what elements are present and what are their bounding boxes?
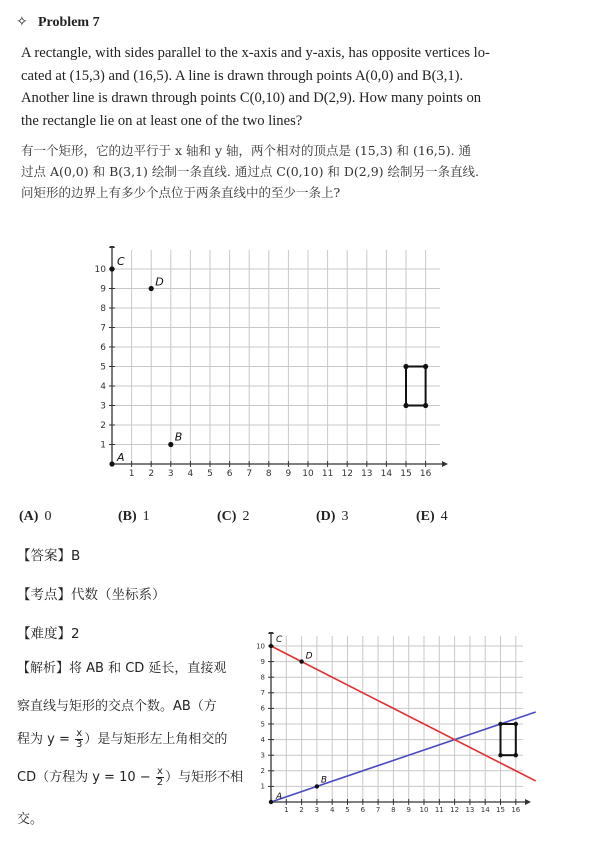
x-tick-label: 6 (360, 806, 366, 814)
x-tick-label: 16 (511, 806, 521, 814)
x-tick-label: 3 (167, 469, 174, 479)
point-label-b: B (174, 430, 183, 444)
statement-line: cated at (15,3) and (16,5). A line is drawn through points A(0,0) and B(3,1). (21, 67, 464, 84)
point-label-a: A (117, 451, 125, 464)
x-tick-label: 9 (285, 469, 292, 479)
y-tick-label: 3 (260, 751, 265, 760)
point-label-b: B (320, 775, 328, 786)
answer-choices (0, 509, 598, 529)
x-tick-label: 9 (406, 806, 411, 814)
difficulty-label: 【难度】2 (17, 626, 80, 642)
problem-statement-chinese (21, 140, 591, 203)
y-tick-label: 8 (260, 673, 265, 682)
statement-line: Another line is drawn through points C(0,10) and D(2,9). How many points on (21, 90, 482, 106)
fraction: $\frac{x}{2}$ (156, 766, 164, 788)
x-tick-label: 12 (341, 469, 353, 479)
choice-b: (B) 1 (118, 509, 150, 524)
statement-line: the rectangle lie on at least one of the two lines? (21, 112, 303, 129)
y-tick-label: 5 (260, 720, 265, 729)
rectangle-vertex (423, 364, 428, 369)
explanation-line: CD（方程为 y = 10 − $\frac{x}{2}$ ）与矩形不相 (17, 766, 244, 788)
explanation-line: 【解析】将 AB 和 CD 延长，直接观 (17, 661, 227, 676)
y-tick-label: 10 (256, 642, 265, 651)
point-label-d: D (305, 651, 313, 662)
solution-graph-figure (253, 632, 539, 822)
y-tick-label: 8 (100, 304, 106, 314)
y-axis-arrow-icon (109, 246, 115, 248)
y-tick-label: 6 (260, 704, 265, 713)
explanation-line: 察直线与矩形的交点个数。AB（方 (17, 699, 217, 714)
point-label-c: C (276, 635, 283, 645)
problem-statement-english (21, 42, 591, 132)
y-tick-label: 3 (100, 401, 106, 412)
y-tick-label: 4 (100, 382, 106, 392)
x-tick-label: 1 (128, 469, 135, 479)
y-tick-label: 4 (260, 735, 265, 744)
y-tick-label: 1 (100, 440, 106, 451)
x-axis-arrow-icon (442, 461, 448, 467)
rectangle-vertex (514, 753, 518, 757)
rectangle-vertex (403, 364, 408, 369)
x-tick-label: 10 (302, 469, 314, 479)
sparkle-icon: ✧ (16, 15, 28, 30)
point-b (168, 442, 173, 447)
coordinate-grid-figure (84, 246, 454, 486)
y-tick-label: 9 (260, 657, 265, 666)
point-c (269, 644, 273, 648)
problem-title: Problem 7 (38, 15, 100, 30)
x-tick-label: 8 (391, 806, 396, 814)
x-tick-label: 1 (284, 806, 289, 814)
y-axis-arrow-icon (268, 632, 274, 634)
y-tick-label: 2 (100, 421, 106, 431)
topic-label: 【考点】代数（坐标系） (17, 587, 166, 603)
line-ab (271, 712, 536, 802)
y-tick-label: 7 (260, 689, 265, 698)
x-tick-label: 2 (299, 806, 304, 814)
rectangle-vertex (498, 753, 502, 757)
x-tick-label: 5 (207, 469, 213, 479)
choice-c: (C) 2 (217, 509, 250, 524)
x-tick-label: 2 (148, 469, 155, 479)
statement-line: 问矩形的边界上有多少个点位于两条直线中的至少一条上? (21, 185, 341, 200)
rectangle-vertex (514, 722, 518, 726)
x-tick-label: 14 (480, 806, 490, 814)
y-tick-label: 9 (100, 284, 106, 295)
x-tick-label: 10 (419, 806, 429, 814)
statement-line: 过点 A(0,0) 和 B(3,1) 绘制一条直线. 通过点 C(0,10) 和 D(2,9) 绘制另一条直线. (21, 164, 479, 179)
fraction: $\frac{x}{3}$ (75, 728, 83, 750)
choice-e: (E) 4 (416, 509, 448, 524)
explanation-line: 程为 y = $\frac{x}{3}$ ）是与矩形左上角相交的 (17, 728, 228, 750)
point-label-c: C (117, 255, 125, 268)
x-tick-label: 7 (375, 806, 381, 814)
x-tick-label: 3 (314, 806, 320, 814)
statement-line: A rectangle, with sides parallel to the x-axis and y-axis, has opposite vertices lo- (21, 45, 490, 61)
explanation-line: 交。 (17, 812, 44, 827)
x-tick-label: 13 (465, 806, 475, 814)
point-b (315, 784, 319, 788)
x-tick-label: 15 (400, 469, 412, 479)
point-a (109, 461, 114, 466)
x-tick-label: 14 (380, 469, 393, 479)
x-tick-label: 6 (226, 469, 233, 479)
x-tick-label: 4 (329, 806, 335, 814)
y-tick-label: 10 (94, 265, 106, 275)
point-d (149, 286, 154, 291)
x-tick-label: 11 (321, 469, 334, 479)
statement-line: 有一个矩形，它的边平行于 x 轴和 y 轴，两个相对的顶点是 (15,3) 和 (16,5). 通 (21, 143, 472, 158)
point-a (269, 800, 273, 804)
x-tick-label: 13 (361, 469, 373, 479)
x-tick-label: 8 (265, 469, 272, 479)
x-axis-arrow-icon (525, 799, 531, 805)
y-tick-label: 1 (260, 782, 265, 791)
y-tick-label: 6 (100, 343, 106, 353)
x-tick-label: 4 (187, 469, 194, 479)
rectangle-vertex (498, 722, 502, 726)
x-tick-label: 5 (345, 806, 350, 814)
x-tick-label: 7 (246, 469, 253, 479)
x-tick-label: 12 (450, 806, 460, 814)
x-tick-label: 11 (434, 806, 444, 814)
problem-header (16, 14, 100, 31)
x-tick-label: 16 (419, 469, 432, 479)
rectangle-vertex (423, 403, 428, 408)
answer-label: 【答案】B (17, 548, 81, 564)
point-label-d: D (155, 275, 164, 289)
choice-a: (A) 0 (19, 509, 52, 524)
point-c (109, 266, 114, 271)
point-d (299, 659, 303, 663)
x-tick-label: 15 (496, 806, 505, 814)
y-tick-label: 7 (100, 323, 106, 334)
line-cd (271, 646, 536, 781)
rectangle-vertex (403, 403, 408, 408)
y-tick-label: 5 (100, 362, 106, 373)
point-label-a: A (276, 792, 283, 802)
choice-d: (D) 3 (316, 509, 349, 524)
y-tick-label: 2 (260, 767, 265, 776)
